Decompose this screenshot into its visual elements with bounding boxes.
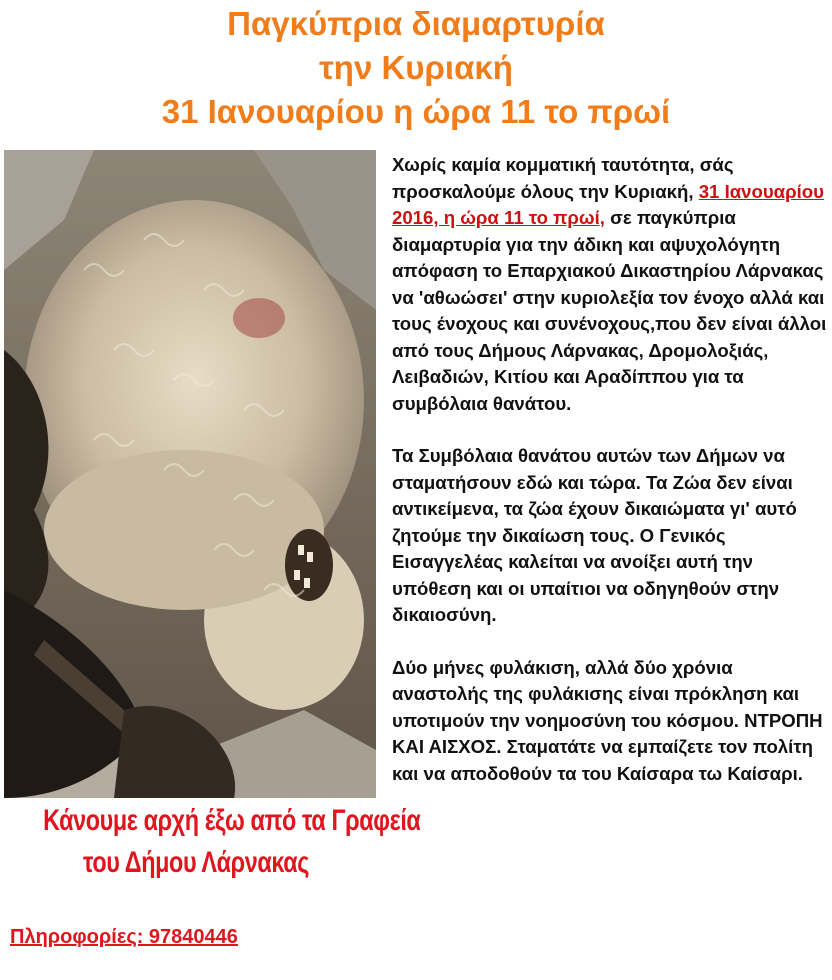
photo-illustration [4,150,376,798]
paragraph-sentence: Δύο μήνες φυλάκιση, αλλά δύο χρόνια αναστολής της φυλάκισης είναι πρόκληση και υποτιμούν την νοημοσύνη του κόσμου. ΝΤΡΟΠΗ ΚΑΙ ΑΙΣΧΟΣ. Σταματάτε να εμπαίζετε τον πολίτη και να αποδοθούν τα του Καίσαρα τω Καίσαρι. [392,656,823,784]
title-line-3: 31 Ιανουαρίου η ώρα 11 το πρωί [161,93,671,130]
banner-line-2: του Δήμου Λάρνακας [82,846,309,879]
page-title [0,2,832,134]
paragraph-1-end: σε παγκύπρια διαμαρτυρία για την άδικη και αψυχολόγητη απόφαση το Επαρχιακού Δικαστηρίου Λάρνακας να 'αθωώσει' στην κυριολεξία τον ένοχο αλλά και τους ένοχους και συνένοχους,που δεν είναι άλλοι από τους Δήμους Λάρνακας, Δρομολοξιάς, Λειβαδιών, Κιτίου και Αραδίππου για τα συμβόλαια θανάτου. [392,207,827,414]
title-line-1: Παγκύπρια διαμαρτυρία [227,5,605,42]
contact-info: Πληροφορίες: 97840446 [10,926,238,948]
article-body [392,152,828,813]
dead-animal-photo [4,150,376,798]
banner-line-1: Κάνουμε αρχή έξω από τα Γραφεία [43,804,421,837]
paragraph-invitation [392,152,828,417]
title-line-2: την Κυριακή [319,49,513,86]
paragraph-contracts: Τα Συμβόλαια θανάτου αυτών των Δήμων να σταματήσουν εδώ και τώρα. Τα Ζώα δεν είναι αντικείμενα, τα ζώα έχουν δικαιώματα γι' αυτό ζητούμε την δικαίωση τους. Ο Γενικός Εισαγγελέας καλείται να ανοίξει αυτή την υπόθεση και οι υπαίτιοι να οδηγηθούν στην δικαιοσύνη. [392,445,797,625]
paragraph-1-start: Χωρίς καμία κομματική ταυτότητα, σάς προσκαλούμε όλους την Κυριακή, [392,154,734,202]
location-banner [43,800,421,884]
date-highlight: 31 Ιανουαρίου 2016, η ώρα 11 το πρωί, [392,180,824,228]
